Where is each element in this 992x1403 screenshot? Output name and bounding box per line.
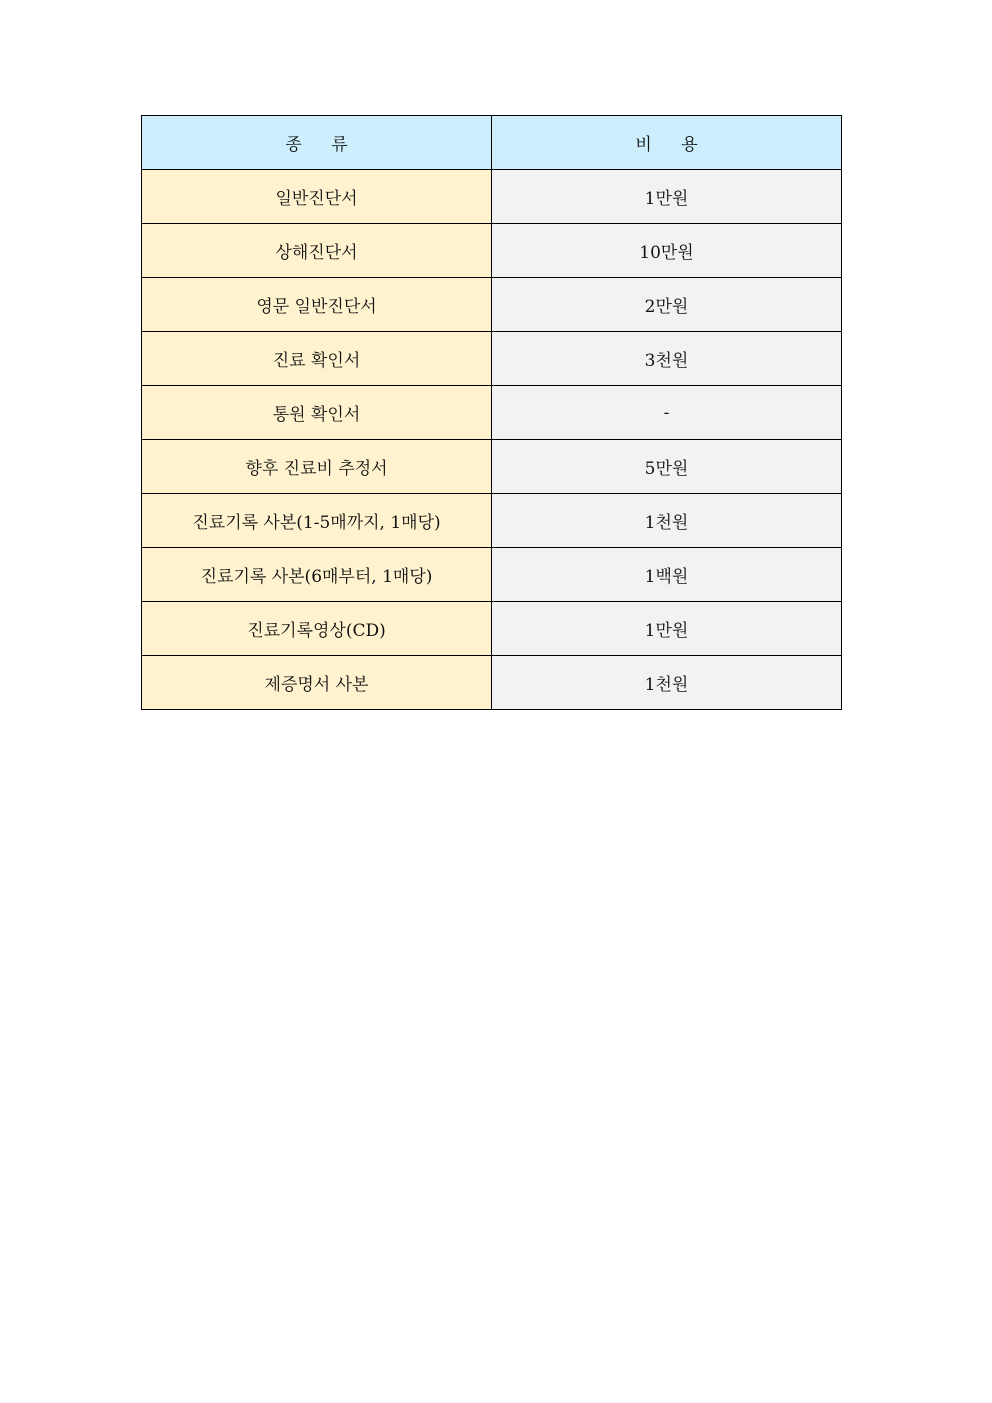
cost-cell: 5만원 (492, 440, 842, 494)
table-row (142, 386, 842, 440)
cost-cell: 1천원 (492, 656, 842, 710)
type-cell: 향후 진료비 추정서 (142, 440, 492, 494)
type-cell: 통원 확인서 (142, 386, 492, 440)
type-cell: 제증명서 사본 (142, 656, 492, 710)
type-cell: 영문 일반진단서 (142, 278, 492, 332)
table-row (142, 494, 842, 548)
cost-cell: - (492, 386, 842, 440)
type-cell: 상해진단서 (142, 224, 492, 278)
type-cell: 진료기록 사본(6매부터, 1매당) (142, 548, 492, 602)
header-row (142, 116, 842, 170)
cost-cell: 3천원 (492, 332, 842, 386)
table-row (142, 602, 842, 656)
type-cell: 진료기록영상(CD) (142, 602, 492, 656)
cost-cell: 2만원 (492, 278, 842, 332)
table-row (142, 548, 842, 602)
cost-cell: 1천원 (492, 494, 842, 548)
table-row (142, 278, 842, 332)
type-cell: 일반진단서 (142, 170, 492, 224)
type-cell: 진료 확인서 (142, 332, 492, 386)
table-row (142, 332, 842, 386)
cost-cell: 10만원 (492, 224, 842, 278)
header-cost: 비 용 (492, 116, 842, 170)
table-row (142, 170, 842, 224)
cost-cell: 1백원 (492, 548, 842, 602)
table-row (142, 440, 842, 494)
cost-cell: 1만원 (492, 602, 842, 656)
cost-cell: 1만원 (492, 170, 842, 224)
header-type: 종 류 (142, 116, 492, 170)
type-cell: 진료기록 사본(1-5매까지, 1매당) (142, 494, 492, 548)
table-row (142, 224, 842, 278)
table-row (142, 656, 842, 710)
fee-table (141, 115, 842, 710)
